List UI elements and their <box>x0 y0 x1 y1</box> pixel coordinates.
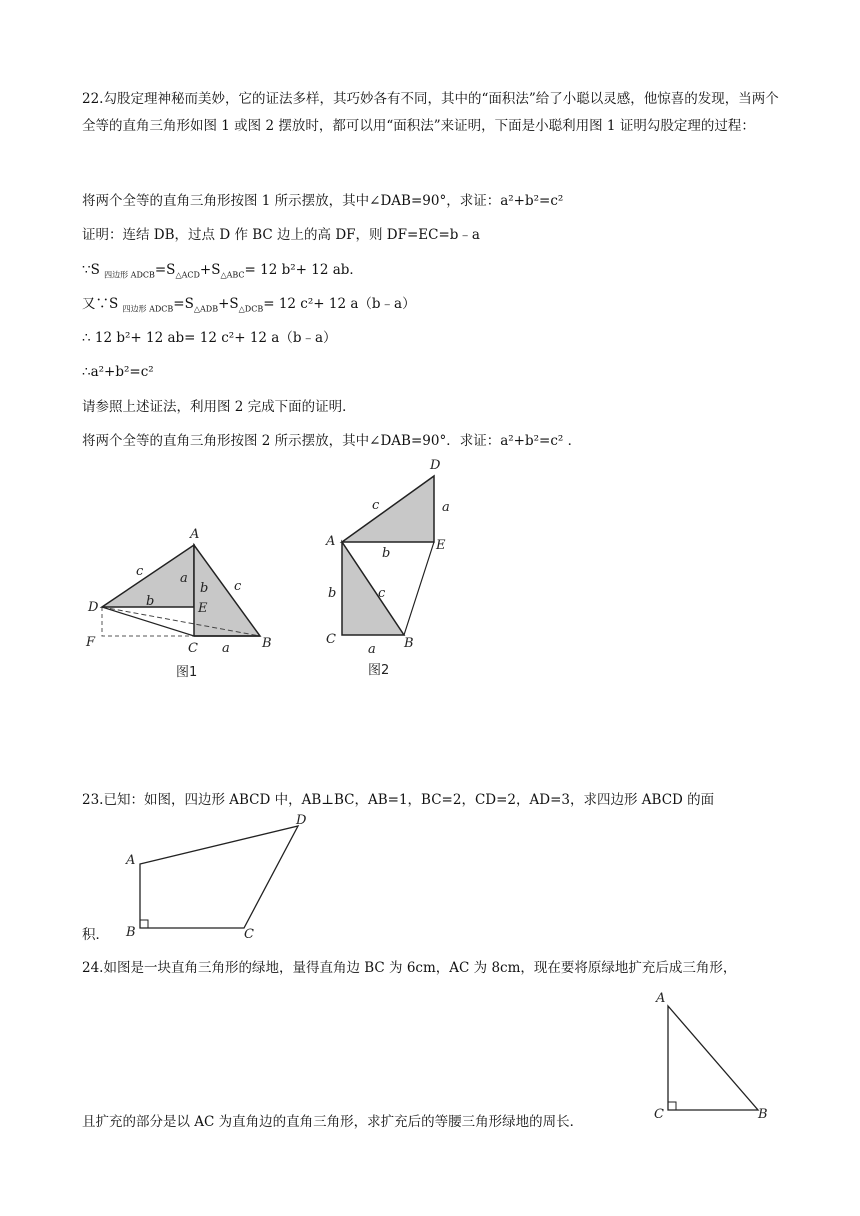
figure-1 <box>80 520 280 680</box>
label-c1: c <box>372 498 380 513</box>
label-B: B <box>262 636 272 651</box>
label-F: F <box>86 635 96 650</box>
q22-proof-1: 证明：连结 DB，过点 D 作 BC 边上的高 DF，则 DF=EC=b﹣a <box>82 227 480 243</box>
text: = 12 c²+ 12 a（b﹣a） <box>263 296 416 312</box>
q23-text: 23.已知：如图，四边形 ABCD 中，AB⊥BC，AB=1，BC=2，CD=2，AD=3，求四边形 ABCD 的面 <box>82 792 715 808</box>
triangle-acb <box>342 542 404 635</box>
q22-proof-3 <box>82 295 416 313</box>
q23-figure <box>118 812 318 942</box>
figure-1-caption: 图1 <box>176 665 198 680</box>
text: ∵S <box>82 262 105 278</box>
text: +S <box>199 262 221 278</box>
right-angle-mark <box>140 920 148 928</box>
q22-setup-formula: a²+b²=c² <box>500 193 564 209</box>
q22-proof-2 <box>82 261 363 279</box>
label-a1: a <box>442 500 450 515</box>
q22-setup: 将两个全等的直角三角形按图 1 所示摆放，其中∠DAB=90°，求证： <box>82 193 501 209</box>
label-c2: c <box>234 579 242 594</box>
q24-text-end: 且扩充的部分是以 AC 为直角边的直角三角形，求扩充后的等腰三角形绿地的周长． <box>82 1114 584 1130</box>
label-A: A <box>656 991 666 1006</box>
q22-proof-5: ∴a²+b²=c² <box>82 364 154 380</box>
q22-setup-line <box>82 192 563 210</box>
q22-intro: 22.勾股定理神秘而美妙，它的证法多样，其巧妙各有不同，其中的“面积法”给了小聪以灵感，他惊喜的发现，当两个全等的直角三角形如图 1 或图 2 摆放时，都可以用“面积法”来证明，下面是小聪利用图 1 证明勾股定理的过程： <box>82 91 779 134</box>
text: +S <box>218 296 239 312</box>
text: =S <box>173 296 194 312</box>
text: = 12 b²+ 12 ab． <box>244 262 363 278</box>
label-c1: c <box>136 564 144 579</box>
sub: 四边形 ADCB <box>104 270 155 280</box>
label-b1: b <box>146 594 155 609</box>
label-b2: b <box>328 586 337 601</box>
q24-figure <box>650 990 780 1125</box>
text: =S <box>154 262 176 278</box>
text: 又∵S <box>82 296 123 312</box>
label-B: B <box>758 1107 768 1122</box>
label-E: E <box>436 538 446 553</box>
label-A: A <box>326 534 336 549</box>
triangle-acb <box>668 1006 758 1110</box>
label-C: C <box>188 641 198 656</box>
label-D: D <box>88 600 99 615</box>
sub: △DCB <box>238 304 264 314</box>
q24-text: 24.如图是一块直角三角形的绿地，量得直角边 BC 为 6cm，AC 为 8cm，现在要将原绿地扩充后成三角形， <box>82 960 737 976</box>
figure-2 <box>320 455 470 680</box>
triangle-ade <box>342 476 434 542</box>
label-A: A <box>190 527 200 542</box>
figure-2-caption: 图2 <box>368 663 390 678</box>
label-a2: a <box>368 642 376 657</box>
label-C: C <box>654 1107 664 1122</box>
label-D: D <box>296 813 307 828</box>
label-C: C <box>326 632 336 647</box>
sub: △ADB <box>193 304 219 314</box>
label-A: A <box>126 853 136 868</box>
label-c2: c <box>378 586 386 601</box>
label-E: E <box>198 601 208 616</box>
q23-text-end: 积． <box>82 927 109 943</box>
right-angle-mark <box>668 1102 676 1110</box>
label-D: D <box>430 458 441 473</box>
label-b1: b <box>382 546 391 561</box>
label-a2: a <box>222 641 230 656</box>
label-B: B <box>404 636 414 651</box>
label-C: C <box>244 927 254 942</box>
sub: 四边形 ADCB <box>122 304 174 314</box>
q22-proof-4: ∴ 12 b²+ 12 ab= 12 c²+ 12 a（b﹣a） <box>82 330 337 346</box>
line-eb <box>404 542 434 635</box>
q22-task: 请参照上述证法，利用图 2 完成下面的证明． <box>82 399 356 415</box>
label-B: B <box>126 925 136 940</box>
label-a1: a <box>180 571 188 586</box>
label-b2: b <box>200 581 209 596</box>
q22-task-2: 将两个全等的直角三角形按图 2 所示摆放，其中∠DAB=90°．求证：a²+b²=c² ． <box>82 433 582 449</box>
quadrilateral-abcd <box>140 826 298 928</box>
sub: △ACD <box>175 270 200 280</box>
line-dc <box>102 607 194 636</box>
sub: △ABC <box>220 270 245 280</box>
